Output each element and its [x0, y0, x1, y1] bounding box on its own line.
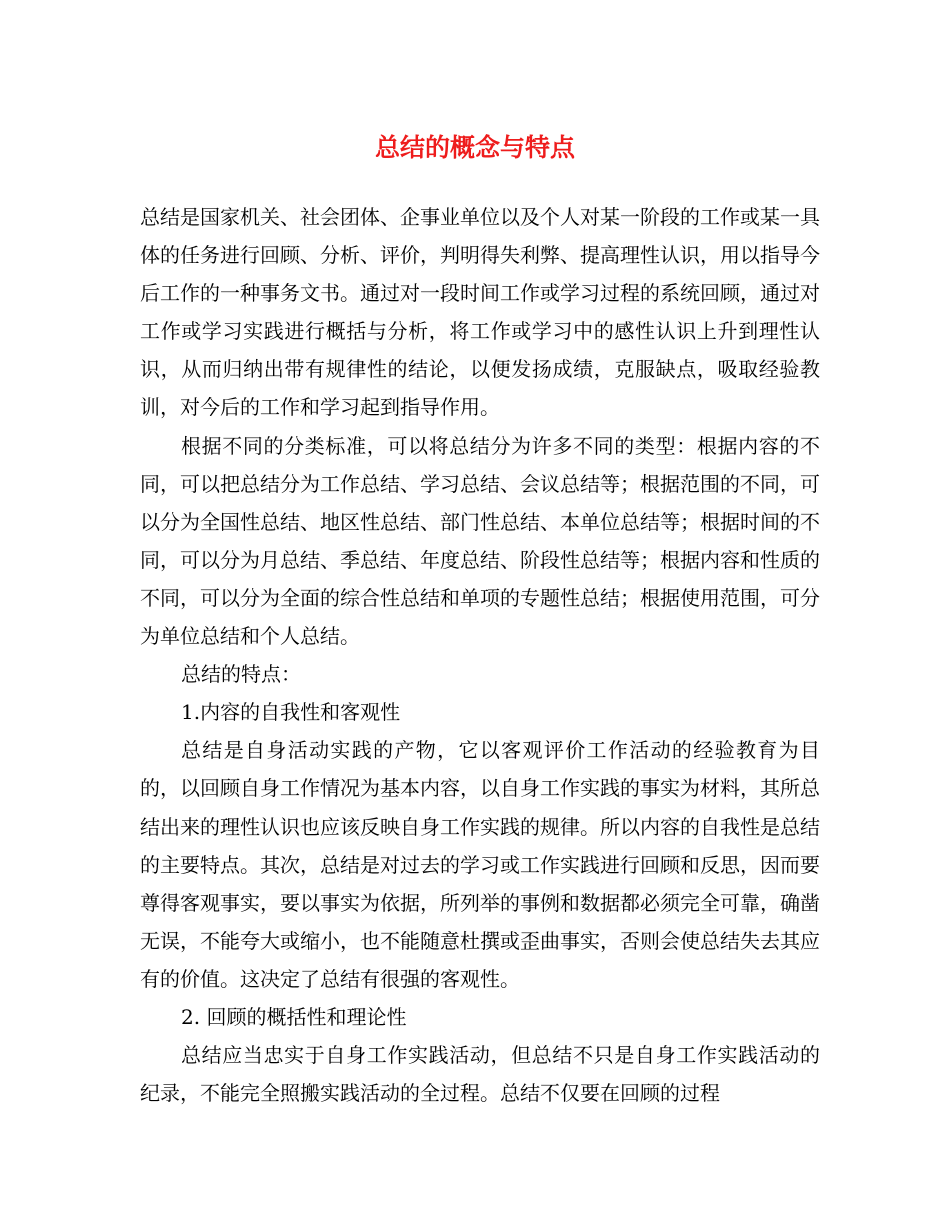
paragraph-classification: 根据不同的分类标准，可以将总结分为许多不同的类型：根据内容的不同，可以把总结分为工作总结、学习总结、会议总结等；根据范围的不同，可以分为全国性总结、地区性总结、部门性总结、本单位总结等；根据时间的不同，可以分为月总结、季总结、年度总结、阶段性总结等；根据内容和性质的不同，可以分为全面的综合性总结和单项的专题性总结；根据使用范围，可分为单位总结和个人总结。	[140, 433, 820, 649]
document-title: 总结的概念与特点	[374, 133, 575, 162]
paragraph-feature-2-heading: 2. 回顾的概括性和理论性	[181, 1004, 407, 1029]
paragraph-feature-1-heading: 1.内容的自我性和客观性	[181, 700, 401, 725]
paragraph-features-heading: 总结的特点：	[181, 662, 301, 687]
paragraph-feature-2-body: 总结应当忠实于自身工作实践活动，但总结不只是自身工作实践活动的纪录，不能完全照搬实践活动的全过程。总结不仅要在回顾的过程	[140, 1043, 820, 1106]
document-body	[140, 198, 820, 1112]
paragraph-feature-1-body: 总结是自身活动实践的产物，它以客观评价工作活动的经验教育为目的，以回顾自身工作情况为基本内容，以自身工作实践的事实为材料，其所总结出来的理性认识也应该反映自身工作实践的规律。所以内容的自我性是总结的主要特点。其次，总结是对过去的学习或工作实践进行回顾和反思，因而要尊得客观事实，要以事实为依据，所列举的事例和数据都必须完全可靠，确凿无误，不能夸大或缩小，也不能随意杜撰或歪曲事实，否则会使总结失去其应有的价值。这决定了总结有很强的客观性。	[140, 738, 820, 991]
paragraph-definition: 总结是国家机关、社会团体、企事业单位以及个人对某一阶段的工作或某一具体的任务进行回顾、分析、评价，判明得失利弊、提高理性认识，用以指导今后工作的一种事务文书。通过对一段时间工作或学习过程的系统回顾，通过对工作或学习实践进行概括与分析，将工作或学习中的感性认识上升到理性认识，从而归纳出带有规律性的结论，以便发扬成绩，克服缺点，吸取经验教训，对今后的工作和学习起到指导作用。	[140, 205, 820, 420]
